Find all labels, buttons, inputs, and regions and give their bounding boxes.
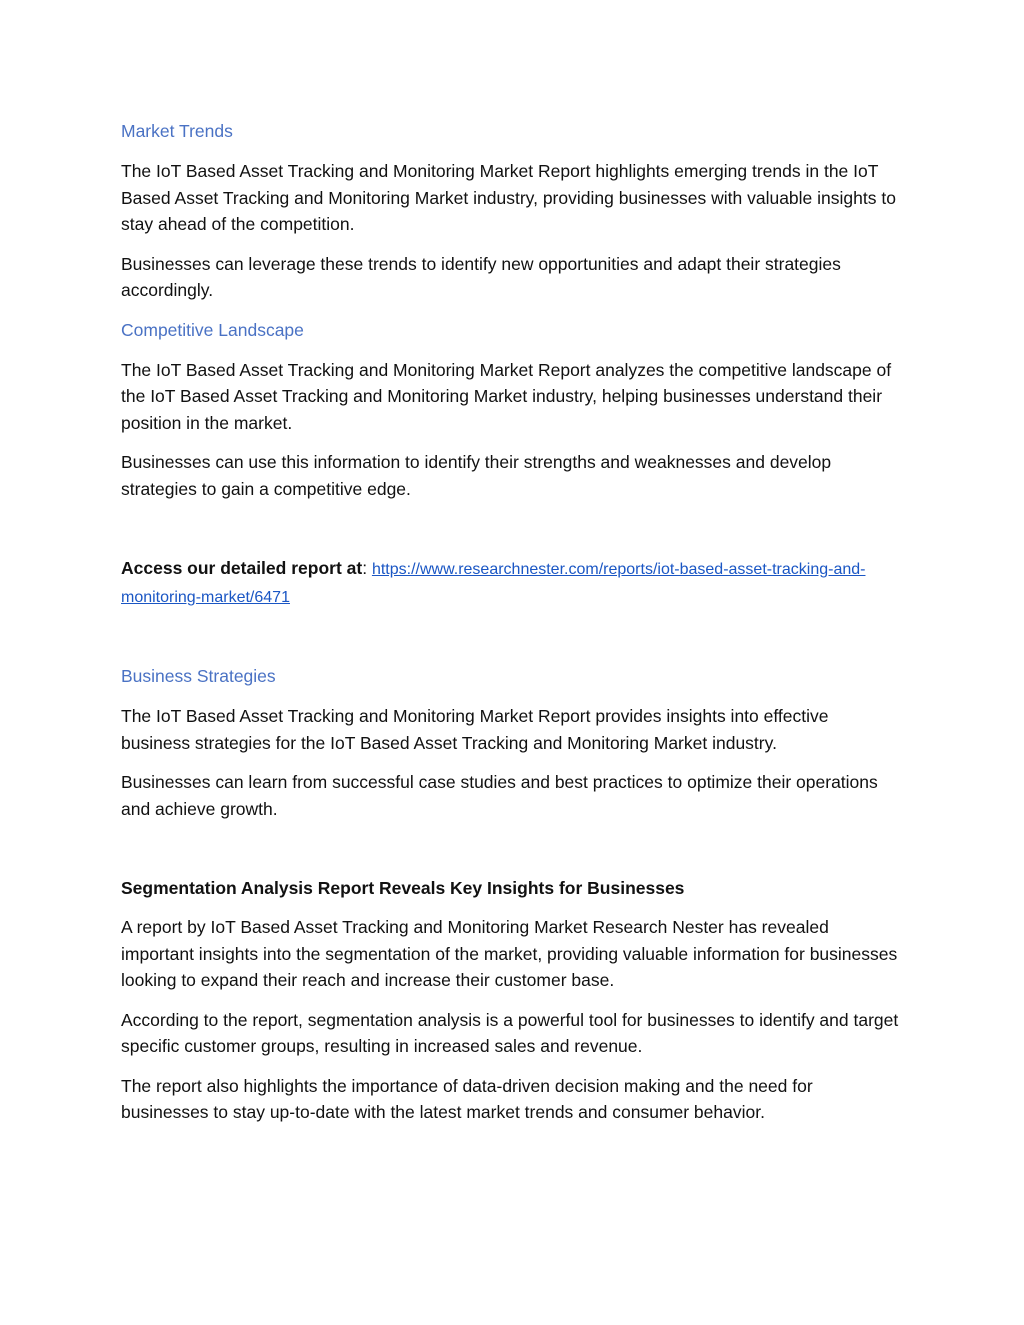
segmentation-paragraph-1: A report by IoT Based Asset Tracking and Monitoring Market Research Nester has revealed important insights into the segmentation of the market, providing valuable information for businesses looking to expand their reach and increase their customer base. xyxy=(121,917,898,990)
business-strategies-paragraph-2: Businesses can learn from successful case studies and best practices to optimize their operations and achieve growth. xyxy=(121,772,878,819)
competitive-landscape-paragraph-1: The IoT Based Asset Tracking and Monitoring Market Report analyzes the competitive landscape of the IoT Based Asset Tracking and Monitoring Market industry, helping businesses understand their position in the market. xyxy=(121,359,892,433)
market-trends-paragraph-2: Businesses can leverage these trends to identify new opportunities and adapt their strategies accordingly. xyxy=(121,253,841,300)
segmentation-heading: Segmentation Analysis Report Reveals Key Insights for Businesses xyxy=(121,878,685,898)
competitive-landscape-heading: Competitive Landscape xyxy=(121,319,304,340)
access-report-separator: : xyxy=(362,558,372,578)
business-strategies-heading: Business Strategies xyxy=(121,666,276,686)
competitive-landscape-paragraph-2: Businesses can use this information to identify their strengths and weaknesses and develop strategies to gain a competitive edge. xyxy=(121,452,832,499)
document-body xyxy=(121,118,901,1139)
access-report-label: Access our detailed report at xyxy=(121,558,363,578)
segmentation-paragraph-2: According to the report, segmentation analysis is a powerful tool for businesses to identify and target specific customer groups, resulting in increased sales and revenue. xyxy=(121,1009,899,1056)
market-trends-heading: Market Trends xyxy=(121,121,233,141)
spacer xyxy=(121,611,901,663)
report-link[interactable]: https://www.researchnester.com/reports/iot-based-asset-tracking-and-monitoring-market/6471 xyxy=(121,561,866,606)
access-report-line xyxy=(121,555,901,611)
business-strategies-paragraph-1: The IoT Based Asset Tracking and Monitoring Market Report provides insights into effective business strategies for the IoT Based Asset Tracking and Monitoring Market industry. xyxy=(121,706,829,753)
segmentation-paragraph-3: The report also highlights the importance of data-driven decision making and the need for businesses to stay up-to-date with the latest market trends and consumer behavior. xyxy=(121,1075,813,1122)
market-trends-paragraph-1: The IoT Based Asset Tracking and Monitoring Market Report highlights emerging trends in the IoT Based Asset Tracking and Monitoring Market industry, providing businesses with valuable insights to stay ahead of the competition. xyxy=(121,161,896,234)
spacer xyxy=(121,835,901,875)
spacer xyxy=(121,515,901,555)
